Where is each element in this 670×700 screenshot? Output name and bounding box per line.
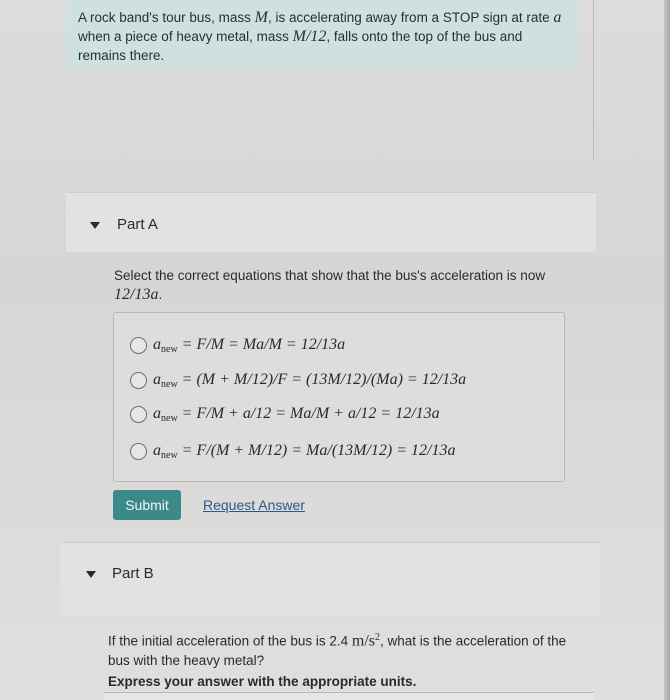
problem-line-3: remains there. <box>78 48 165 63</box>
part-b-label: Part B <box>112 565 154 582</box>
part-b-instruction: Express your answer with the appropriate units. <box>108 674 417 689</box>
part-b-header[interactable] <box>60 542 600 616</box>
option-3[interactable]: $a_{new} = F/M + a/12 = Ma/M + a/12 = 12/13a$ <box>130 403 440 425</box>
caret-down-icon[interactable] <box>90 222 100 229</box>
part-a-label: Part A <box>117 216 158 233</box>
radio-empty-icon[interactable] <box>130 372 147 389</box>
request-answer-link[interactable]: Request Answer <box>203 497 305 513</box>
part-a-header[interactable] <box>66 192 596 252</box>
radio-empty-icon[interactable] <box>130 406 147 423</box>
submit-button[interactable]: Submit <box>113 490 181 520</box>
answer-input-area[interactable] <box>104 692 594 700</box>
answer-options <box>113 312 565 482</box>
caret-down-icon[interactable] <box>86 571 96 578</box>
problem-statement <box>66 0 578 70</box>
problem-line-1: A rock band's tour bus, mass M, is accelerating away from a STOP sign at rate a <box>78 9 562 26</box>
option-1[interactable]: $a_{new} = F/M = Ma/M = 12/13a$ <box>130 334 345 356</box>
option-4[interactable]: $a_{new} = F/(M + M/12) = Ma/(13M/12) = 12/13a$ <box>130 440 455 462</box>
part-b-question: If the initial acceleration of the bus is 2.4 $m/s^2$, what is the acceleration of the bus with the heavy metal? <box>108 632 567 668</box>
screen-edge <box>664 0 670 700</box>
divider <box>593 0 594 160</box>
radio-empty-icon[interactable] <box>130 337 147 354</box>
radio-empty-icon[interactable] <box>130 443 147 460</box>
option-2[interactable]: $a_{new} = (M + M/12)/F = (13M/12)/(Ma) = 12/13a$ <box>130 369 466 391</box>
problem-line-2: when a piece of heavy metal, mass M/12, falls onto the top of the bus and <box>78 28 523 45</box>
part-a-question: Select the correct equations that show that the bus's acceleration is now 12/13a. <box>114 268 546 303</box>
